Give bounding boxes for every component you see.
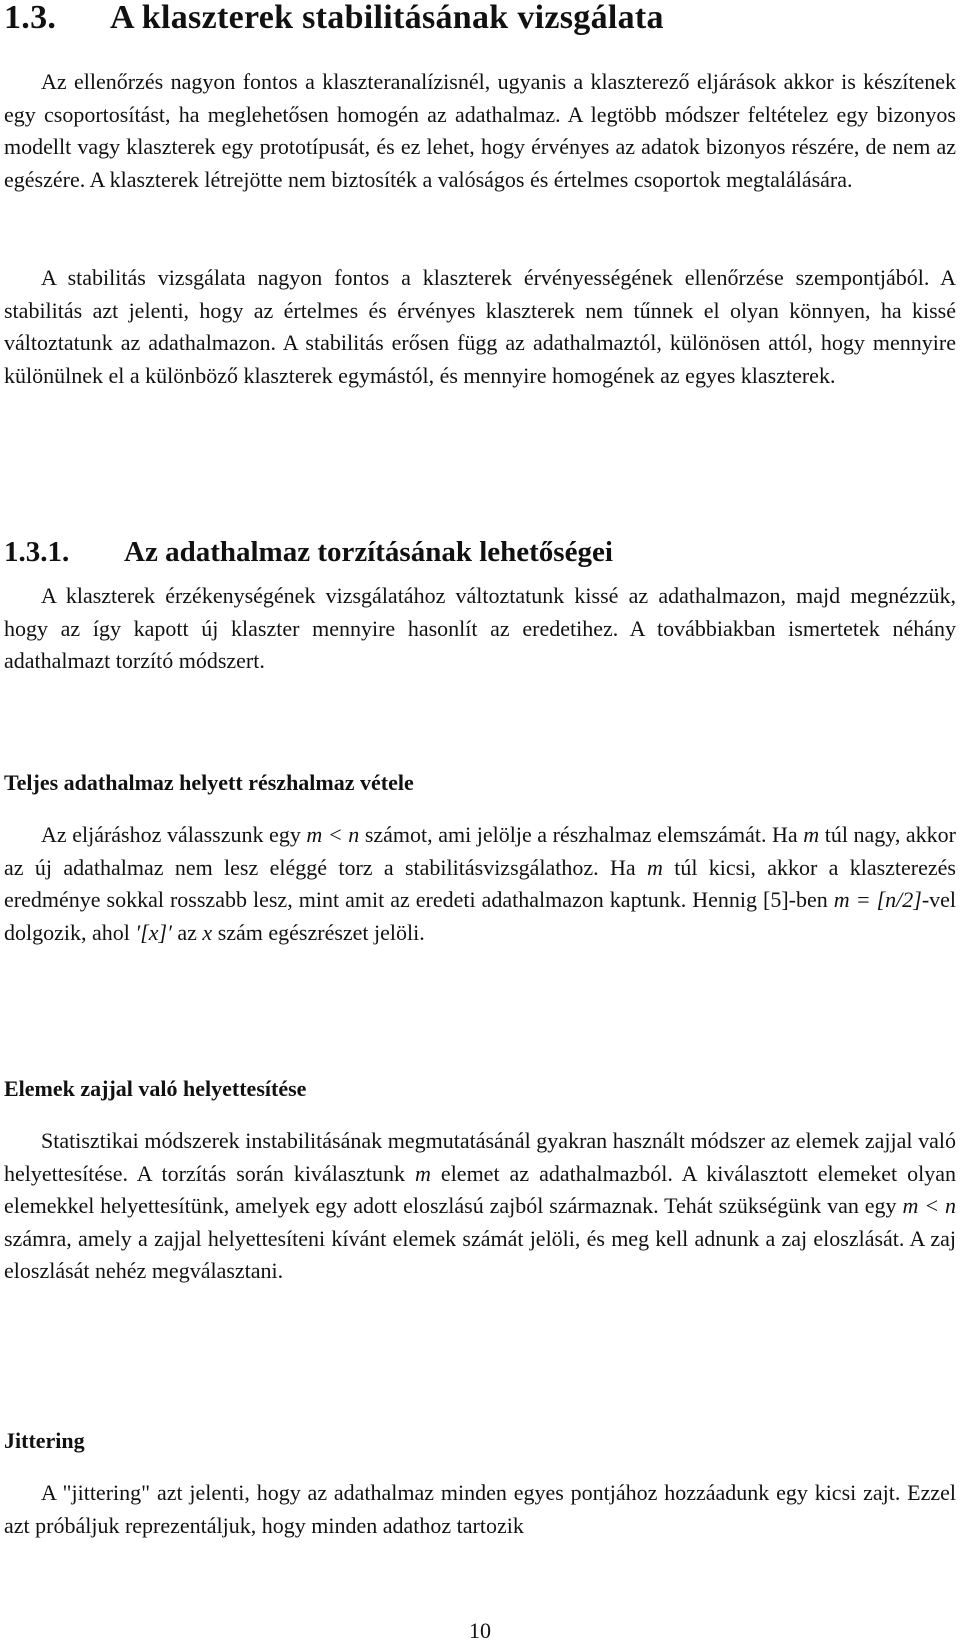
intro-paragraph-1: Az ellenőrzés nagyon fontos a klaszteranalízisnél, ugyanis a klaszterező eljárások akkor is készítenek egy csoportosítást, ha meglehetősen homogén az adathalmaz. A legtöbb módszer feltételez egy bizonyos modellt vagy klaszterek egy prototípusát, és ez lehet, hogy érvényes az adatok bizonyos részére, de nem az egészére. A klaszterek létrejötte nem biztosíték a valóságos és értelmes csoportok megtalálására. xyxy=(4,69,956,192)
jittering-paragraph: A "jittering" azt jelenti, hogy az adathalmaz minden egyes pontjához hozzáadunk egy kicsi zajt. Ezzel azt próbáljuk reprezentáljuk, hogy minden adathoz tartozik xyxy=(4,1480,956,1538)
subset-text-2: számot, ami jelölje a részhalmaz elemszámát. Ha xyxy=(359,822,804,847)
noise-text-3: számra, amely a zajjal helyettesíteni kívánt elemek számát jelöli, és meg kell adnunk a zaj eloszlását. A zaj eloszlását nehéz megválasztani. xyxy=(4,1225,956,1284)
noise-text-1: Statisztikai módszerek instabilitásának megmutatásánál gyakran használt módszer az elemek zajjal való helyettesítése. A torzítás során kiválasztunk xyxy=(4,1128,956,1186)
noise-heading: Elemek zajjal való helyettesítése xyxy=(4,1076,307,1101)
section-title: A klaszterek stabilitásának vizsgálata xyxy=(110,0,664,36)
math-m: m xyxy=(803,822,820,847)
subset-text-1: Az eljáráshoz válasszunk egy xyxy=(41,822,307,847)
subsection-title: Az adathalmaz torzításának lehetőségei xyxy=(124,536,613,568)
subset-text-6: az xyxy=(171,919,203,945)
math-floor-x: ′[x]′ xyxy=(135,919,172,945)
math-m: m xyxy=(647,854,663,880)
subset-paragraph xyxy=(4,819,956,949)
subsection-number: 1.3.1. xyxy=(4,536,70,568)
math-m-less-n: m < n xyxy=(306,822,360,847)
subset-text-7: szám egészrészet jelöli. xyxy=(212,919,425,945)
jittering-heading: Jittering xyxy=(4,1428,85,1453)
section-number: 1.3. xyxy=(4,0,57,36)
math-m-equals-half-n: m = [n/2] xyxy=(833,887,922,913)
subsection-paragraph: A klaszterek érzékenységének vizsgálatához változtatunk kissé az adathalmazon, majd megnézzük, hogy az így kapott új klaszter mennyire hasonlít az eredetihez. A továbbiakban ismertetek néhány adathalmazt torzító módszert. xyxy=(4,583,956,674)
section-heading xyxy=(4,0,664,38)
intro-paragraph-2: A stabilitás vizsgálata nagyon fontos a klaszterek érvényességének ellenőrzése szempontjából. A stabilitás azt jelenti, hogy az értelmes és érvényes klaszterek nem tűnnek el olyan könnyen, ha kissé változtatunk az adathalmazon. A stabilitás erősen függ az adathalmaztól, különösen attól, hogy mennyire különülnek el a különböző klaszterek egymástól, és mennyire homogének az egyes klaszterek. xyxy=(4,265,956,388)
subset-text-3: túl nagy, akkor az új adathalmaz nem lesz eléggé torz a stabilitásvizsgálathoz. Ha xyxy=(4,822,957,880)
subsection-heading xyxy=(4,534,613,570)
page-number: 10 xyxy=(469,1618,491,1643)
math-x: x xyxy=(202,919,213,945)
math-m-less-n: m < n xyxy=(902,1193,957,1219)
subset-text-5: -vel dolgozik, ahol xyxy=(4,887,957,945)
subset-heading: Teljes adathalmaz helyett részhalmaz vétele xyxy=(4,770,414,795)
noise-text-2: elemet az adathalmazból. A kiválasztott elemeket olyan elemekkel helyettesítünk, amelyek egy adott eloszlású zajból származnak. Tehát szükségünk van egy xyxy=(4,1160,956,1219)
subset-text-4: túl kicsi, akkor a klaszterezés eredménye sokkal rosszabb lesz, mint amit az eredeti adathalmazon kaptunk. Hennig [5]-ben xyxy=(4,854,956,913)
noise-paragraph xyxy=(4,1125,956,1288)
math-m: m xyxy=(415,1160,431,1186)
